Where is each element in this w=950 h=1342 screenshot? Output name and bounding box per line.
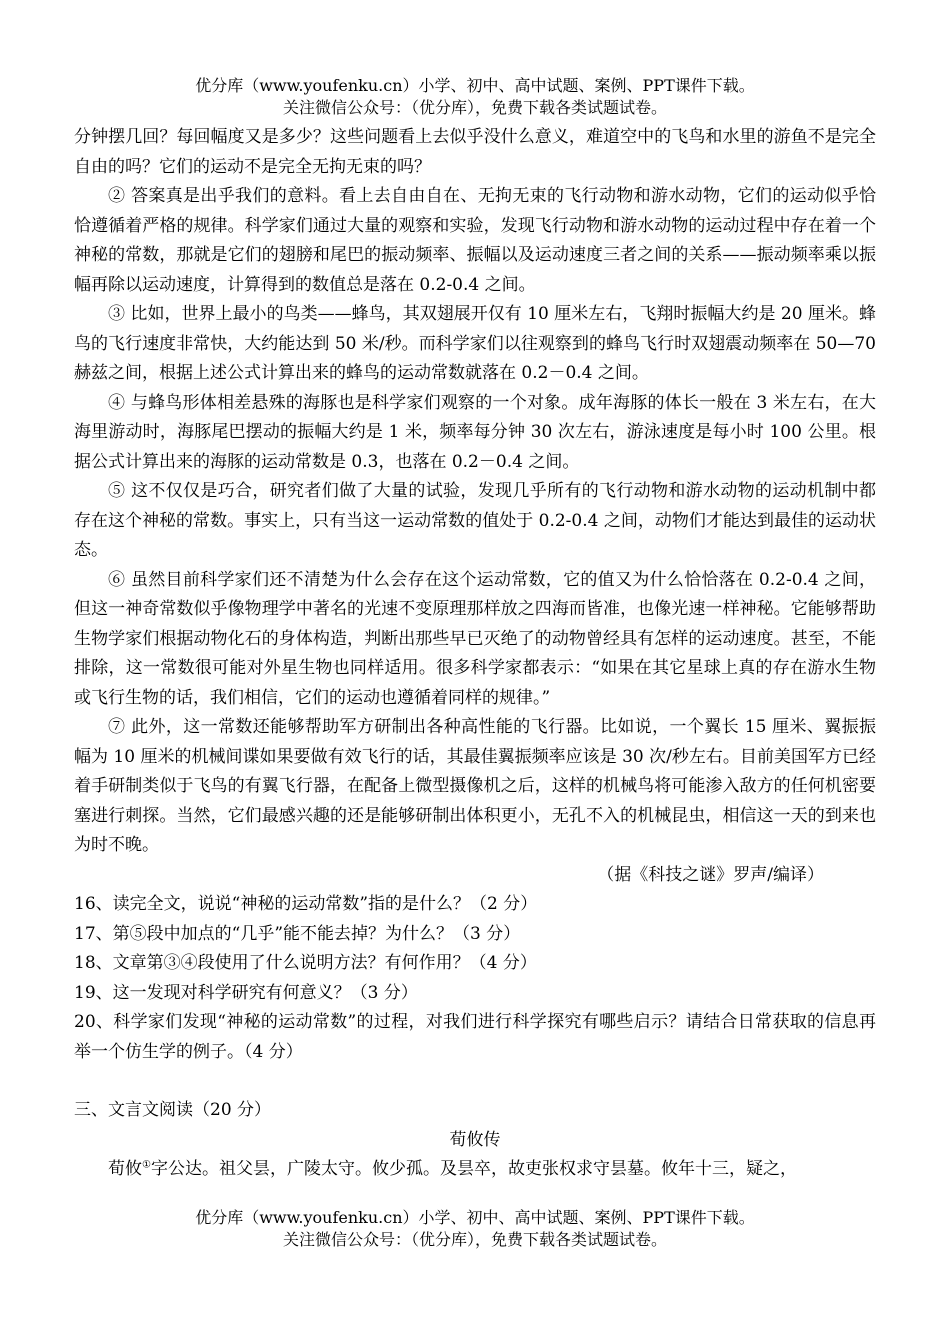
page-header <box>0 75 950 119</box>
footer-line-1: 优分库（www.youfenku.cn）小学、初中、高中试题、案例、PPT课件下载。 <box>195 1208 755 1227</box>
question-16: 16、读完全文，说说“神秘的运动常数”指的是什么？（2 分） <box>74 894 538 914</box>
header-line-2: 关注微信公众号：（优分库），免费下载各类试题试卷。 <box>282 98 667 117</box>
question-17: 17、第⑤段中加点的“几乎”能不能去掉？为什么？（3 分） <box>74 923 521 944</box>
page-footer <box>0 1207 950 1251</box>
paragraph-4: ④ 与蜂鸟形体相差悬殊的海豚也是科学家们观察的一个对象。成年海豚的体长一般在 3 米左右，在大海里游动时，海豚尾巴摆动的振幅大约是 1 米，频率每分钟 30 次左右，游泳速度是每小时 100 公里。根据公式计算出来的海豚的运动常数是 0.3，也落在 0.2－0.4 之间。 <box>74 392 876 472</box>
paragraph-7: ⑦ 此外，这一常数还能够帮助军方研制出各种高性能的飞行器。比如说，一个翼长 15 厘米、翼振振幅为 10 厘米的机械间谍如果要做有效飞行的话，其最佳翼振频率应该是 30 次/秒左右。目前美国军方已经着手研制类似于飞鸟的有翼飞行器，在配备上微型摄像机之后，这样的机械鸟将可能渗入敌方的任何机密要塞进行刺探。当然，它们最感兴趣的还是能够研制出体积更小，无孔不入的机械昆虫，相信这一天的到来也为时不晚。 <box>74 717 876 855</box>
classical-text-start: 荀攸 <box>108 1159 142 1179</box>
paragraph-continuation: 分钟摆几回？每回幅度又是多少？这些问题看上去似乎没什么意义，难道空中的飞鸟和水里的游鱼不是完全自由的吗？它们的运动不是完全无拘无束的吗？ <box>74 127 876 177</box>
question-20: 20、科学家们发现“神秘的运动常数”的过程，对我们进行科学探究有哪些启示？请结合日常获取的信息再举一个仿生学的例子。（4 分） <box>74 1012 876 1062</box>
paragraph-2: ② 答案真是出乎我们的意料。看上去自由自在、无拘无束的飞行动物和游水动物，它们的运动似乎恰恰遵循着严格的规律。科学家们通过大量的观察和实验，发现飞行动物和游水动物的运动过程中存在着一个神秘的常数，那就是它们的翅膀和尾巴的振动频率、振幅以及运动速度三者之间的关系——振动频率乘以振幅再除以运动速度，计算得到的数值总是落在 0.2-0.4 之间。 <box>74 186 876 295</box>
paragraph-3: ③ 比如，世界上最小的鸟类——蜂鸟，其双翅展开仅有 10 厘米左右，飞翔时振幅大约是 20 厘米。蜂鸟的飞行速度非常快，大约能达到 50 米/秒。而科学家们以往观察到的蜂鸟飞行时双翅震动频率在 50—70 赫兹之间，根据上述公式计算出来的蜂鸟的运动常数就落在 0.2－0.4 之间。 <box>74 304 876 383</box>
paragraph-5: ⑤ 这不仅仅是巧合，研究者们做了大量的试验，发现几乎所有的飞行动物和游水动物的运动机制中都存在这个神秘的常数。事实上，只有当这一运动常数的值处于 0.2-0.4 之间，动物们才能达到最佳的运动状态。 <box>74 481 876 560</box>
classical-text-rest: 字公达。祖父昙，广陵太守。攸少孤。及昙卒，故吏张权求守昙墓。攸年十三，疑之， <box>150 1159 797 1179</box>
section-heading: 三、文言文阅读（20 分） <box>74 1100 272 1120</box>
question-19: 19、这一发现对科学研究有何意义？（3 分） <box>74 982 418 1003</box>
footnote-mark: ① <box>142 1159 151 1171</box>
document-body <box>74 123 876 1185</box>
paragraph-6: ⑥ 虽然目前科学家们还不清楚为什么会存在这个运动常数，它的值又为什么恰恰落在 0.2-0.4 之间，但这一神奇常数似乎像物理学中著名的光速不变原理那样放之四海而皆准，也像光速一样神秘。它能够帮助生物学家们根据动物化石的身体构造，判断出那些早已灭绝了的动物曾经具有怎样的运动速度。甚至，不能排除，这一常数很可能对外星生物也同样适用。很多科学家都表示：“如果在其它星球上真的存在游水生物或飞行生物的话，我们相信，它们的运动也遵循着同样的规律。” <box>74 569 876 708</box>
classical-text-title: 荀攸传 <box>449 1129 501 1150</box>
header-line-1: 优分库（www.youfenku.cn）小学、初中、高中试题、案例、PPT课件下载。 <box>195 76 755 95</box>
question-18: 18、文章第③④段使用了什么说明方法？有何作用？（4 分） <box>74 953 537 973</box>
footer-line-2: 关注微信公众号：（优分库），免费下载各类试题试卷。 <box>282 1230 667 1249</box>
classical-text-line <box>74 1155 876 1185</box>
source-citation: （据《科技之谜》罗声/编译） <box>597 864 824 885</box>
